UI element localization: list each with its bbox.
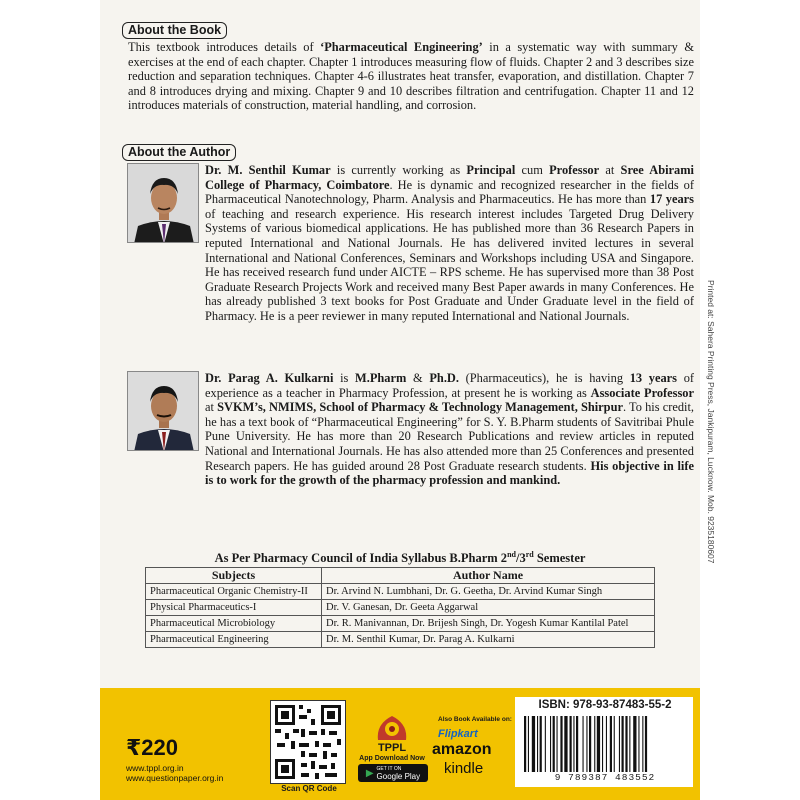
gplay-small-label: GET IT ON [376, 766, 402, 772]
gplay-label: Google Play [376, 772, 421, 781]
tppl-app-download: App Download Now [359, 755, 425, 762]
google-play-icon: ▶ [365, 767, 374, 779]
about-book-text: This textbook introduces details of ‘Pharmaceutical Engineering’ in a systematic way with summary & exercises at the end of each chapter. Chapter 1 introduces measuring flow of fluids. Chapter 2 and 3 describes size reduction and separation techniques. Chapter 4-6 illustrates heat transfer, evaporation, and distillation. Chapter 7 and 8 introduces drying and mixing. Chapter 9 and 10 describes filtration and centrifugation. Chapter 11 and 12 introduces materials of construction, material handling, and corrosion. [128, 40, 694, 113]
tppl-logo-icon [368, 712, 416, 742]
header-subjects: Subjects [146, 568, 322, 584]
tppl-logo [368, 712, 416, 742]
table-row [146, 616, 655, 632]
subject-cell: Physical Pharmaceutics-I [146, 600, 322, 616]
isbn: ISBN: 978-93-87483-55-2 [538, 699, 672, 711]
qr-code[interactable] [270, 700, 346, 784]
website-links [126, 763, 223, 783]
google-play-button[interactable] [358, 764, 428, 782]
table-row [146, 600, 655, 616]
subject-cell: Pharmaceutical Engineering [146, 632, 322, 648]
author1-bio: Dr. M. Senthil Kumar is currently working as Principal cum Professor at Sree Abirami College of Pharmacy, Coimbatore. He is dynamic and recognized researcher in the fields of Pharmaceutical Nanotechnology, Pharm. Analysis and Pharmaceutics. He has more than 17 years of teaching and research experience. His research interest includes Targeted Drug Delivery Systems of various biomedical applications. He has published more than 36 Research Papers in reputed International and National Journals. He has delivered invited lectures in several International and National Conferences, Seminars and Workshops including USA and Singapore. He has received research fund under AICTE – RPS scheme. He has supervised more than 38 Post Graduate Research Projects Work and received many Best Paper awards in many Conferences. He has already published 3 text books for Post Graduate and Under Graduate level in the field of Pharmacy. He is a peer reviewer in many reputed International and National Journals. [205, 163, 695, 323]
author-cell: Dr. R. Manivannan, Dr. Brijesh Singh, Dr. Yogesh Kumar Kantilal Patel [322, 616, 655, 632]
author2-bio: Dr. Parag A. Kulkarni is M.Pharm & Ph.D. (Pharmaceutics), he is having 13 years of experience as a teacher in Pharmacy Profession, at present he is working as Associate Professor at SVKM’s, NMIMS, School of Pharmacy & Technology Management, Shirpur. To his credit, he has a text book of “Pharmaceutical Engineering” for S. Y. B.Pharm students of Savitribai Phule Pune University. He has more than 20 Research Publications and review articles in reputed National and International Journals. He has also attended more than 25 Conferences and presented Research papers. He has guided around 28 Post Graduate research students. His objective in life is to work for the growth of the pharmacy profession and mankind. [205, 371, 695, 488]
url-questionpaper[interactable]: www.questionpaper.org.in [126, 773, 224, 783]
subject-cell: Pharmaceutical Organic Chemistry-II [146, 584, 322, 600]
subject-cell: Pharmaceutical Microbiology [146, 616, 322, 632]
table-row [146, 584, 655, 600]
author1-photo [127, 163, 199, 243]
tppl-name: TPPL [377, 742, 407, 754]
barcode-icon [522, 716, 686, 772]
syllabus-title: As Per Pharmacy Council of India Syllabus B.Pharm 2nd/3rd Semester [214, 550, 586, 566]
flipkart-logo[interactable]: Flipkart [438, 728, 478, 740]
author-cell: Dr. M. Senthil Kumar, Dr. Parag A. Kulkarni [322, 632, 655, 648]
url-tppl[interactable]: www.tppl.org.in [126, 763, 184, 773]
about-author-heading: About the Author [122, 144, 236, 161]
author-cell: Dr. V. Ganesan, Dr. Geeta Aggarwal [322, 600, 655, 616]
also-available-label: Also Book Available on: [438, 716, 512, 723]
qr-caption: Scan QR Code [281, 784, 337, 793]
table-row [146, 632, 655, 648]
table-header-row [146, 568, 655, 584]
price: ₹220 [126, 735, 179, 760]
qr-code-icon [271, 701, 345, 783]
amazon-logo[interactable]: amazon [432, 741, 492, 758]
author-cell: Dr. Arvind N. Lumbhani, Dr. G. Geetha, Dr. Arvind Kumar Singh [322, 584, 655, 600]
barcode-digits: 9 789387 483552 [554, 772, 656, 783]
about-book-heading: About the Book [122, 22, 227, 39]
author2-photo [127, 371, 199, 451]
syllabus-table [145, 567, 655, 648]
printer-note: Printed at: Sahera Printing Press, Jankipuram, Lucknow. Mob. 9235180607 [706, 280, 716, 564]
kindle-logo[interactable]: kindle [444, 760, 484, 777]
header-author-name: Author Name [322, 568, 655, 584]
